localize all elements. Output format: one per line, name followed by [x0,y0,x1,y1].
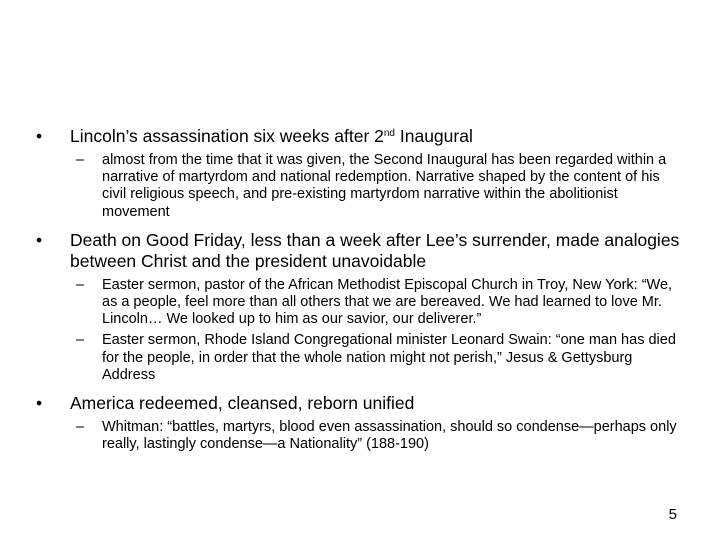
sub-bullet-text: Easter sermon, Rhode Island Congregational minister Leonard Swain: “one man has died for the people, in order that the whole nation might not perish,” Jesus & Gettysburg Address [102,332,676,383]
sub-bullet-item [36,152,686,221]
bullet-text: America redeemed, cleansed, reborn unified [70,393,415,414]
bullet-item [36,126,686,147]
bullet-text: Death on Good Friday, less than a week after Lee’s surrender, made analogies between Christ and the president unavoidable [70,229,680,271]
sub-bullet-item [36,332,686,384]
dash-mark: – [76,332,85,349]
bullet-item [36,230,686,272]
bullet-item [36,393,686,414]
sub-bullet-text: almost from the time that it was given, the Second Inaugural has been regarded within a narrative of martyrdom and national redemption. Narrative shaped by the content of his civil religious speech, and pre-existing martyrdom narrative within the abolitionist movement [102,152,667,220]
sub-bullet-text: Whitman: “battles, martyrs, blood even assassination, should so condense—perhaps only really, lastingly condense—a Nationality” (188-190) [102,419,677,453]
dash-mark: – [76,276,85,293]
slide-content [36,126,686,453]
dash-mark: – [76,152,85,168]
bullet-superscript: nd [383,128,395,139]
bullet-text: Lincoln’s assassination six weeks after 2 [70,126,384,146]
bullet-mark: • [36,393,43,414]
page-number: 5 [668,506,677,523]
bullet-text-continued: Inaugural [395,126,473,146]
sub-bullet-text: Easter sermon, pastor of the African Methodist Episcopal Church in Troy, New York: “We, as a people, feel more than all others that we are bereaved. We had learned to love Mr. Lincoln… We looked up to him as our savior, our deliverer.” [102,276,673,328]
sub-bullet-item [36,277,686,329]
dash-mark: – [76,419,85,436]
sub-bullet-item [36,419,686,453]
bullet-mark: • [36,229,43,250]
bullet-mark: • [36,126,43,146]
